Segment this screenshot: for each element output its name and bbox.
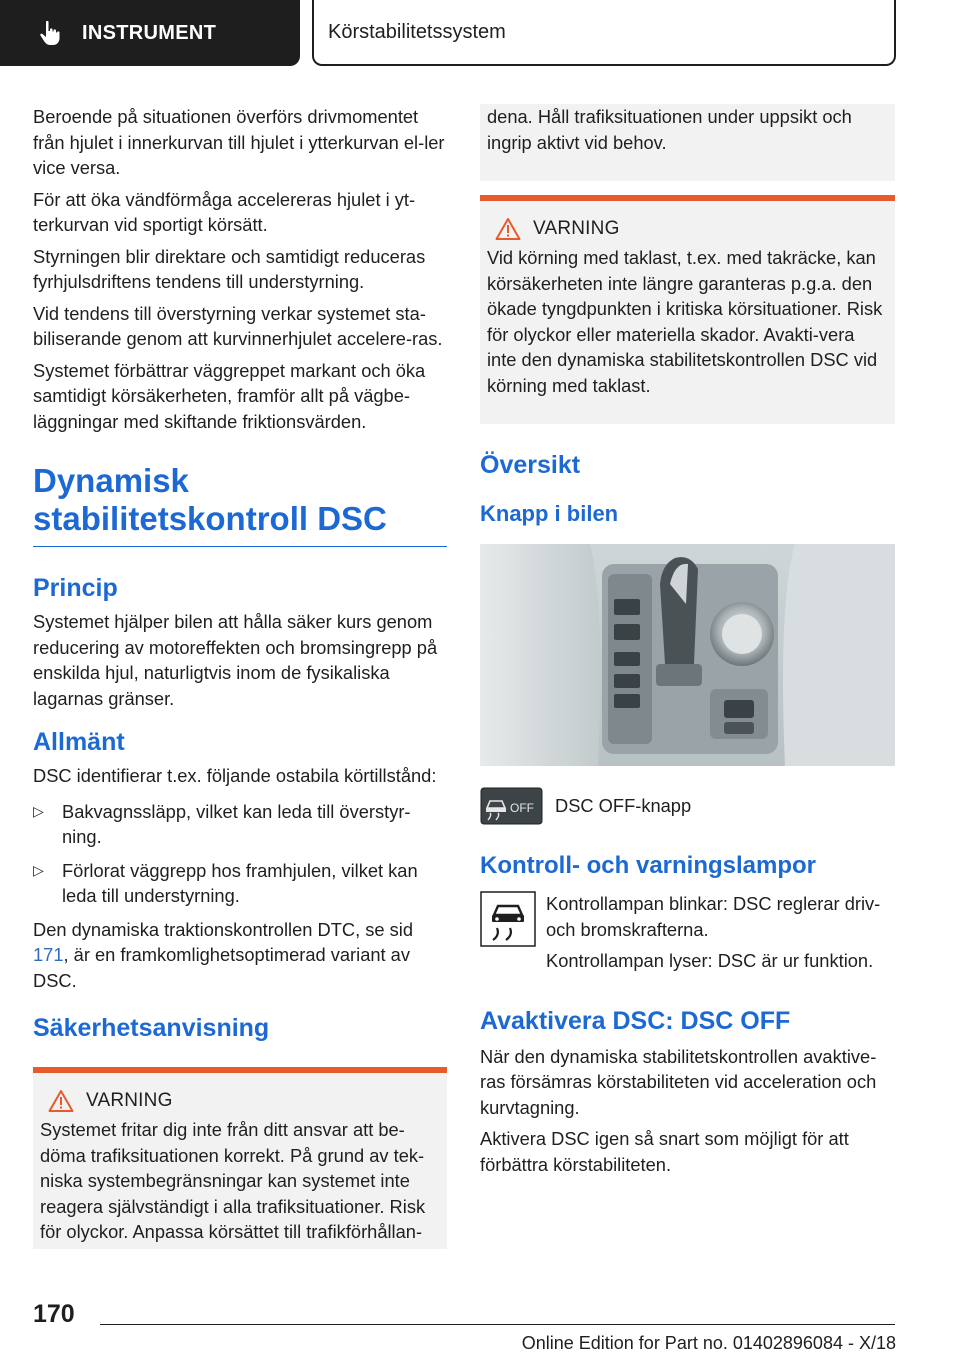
princip-heading: Princip [33,574,118,602]
page-number: 170 [33,1300,75,1328]
warning-continued-text: dena. Håll trafiksituationen under uppsikt och ingrip aktivt vid behov. [487,106,852,153]
page-header [0,0,960,66]
dtc-paragraph: Den dynamiska traktionskontrollen DTC, se sid 171, är en framkomlighetsoptimerad variant av DSC. [33,918,413,991]
warning-box-2 [480,195,895,424]
warning-box-1 [33,1067,447,1249]
main-heading: Dynamisk stabilitetskontroll DSC [33,462,447,547]
lamps-heading: Kontroll- och varningslampor [480,852,817,879]
dsc-indicator-lamp-icon [480,891,536,947]
princip-text: Systemet hjälper bilen att hålla säker kurs genom reducering av motoreffekten och bromsingrepp på enskilda hjul, naturligtvis inom de fysikaliska lagarnas gränser. [33,611,438,709]
warning-text: Systemet fritar dig inte från ditt ansvar att be-döma trafiksituationen korrekt. På grund av tek-niska systembegränsningar kan systemet inte reagera självständigt i alla trafiksituationer. Risk för olyckor. Anpassa körsättet till trafikförhållan- [40,1119,426,1242]
page-link-171[interactable]: 171 [33,944,64,965]
footer-divider [100,1324,895,1325]
list-item: ▷ Bakvagnssläpp, vilket kan leda till överstyr-ning. [33,800,411,847]
knapp-heading: Knapp i bilen [480,501,619,526]
deactivate-paragraph-2: Aktivera DSC igen så snart som möjligt för att förbättra körstabiliteten. [480,1128,849,1175]
condition-list [33,799,447,909]
allmant-heading: Allmänt [33,728,125,756]
button-caption-row [480,787,895,825]
intro-paragraph-5: Systemet förbättrar väggreppet markant och öka samtidigt körsäkerheten, framför allt på vägbe-läggningar med skiftande friktionsvärden. [33,359,426,432]
section-tab[interactable] [0,0,300,66]
center-console-photo [480,544,895,766]
dsc-off-button-icon [480,787,543,825]
oversikt-heading: Översikt [480,451,581,479]
triangle-bullet-icon: ▷ [33,861,44,878]
edition-note: Online Edition for Part no. 01402896084 - X/18 [521,1333,896,1353]
section-label: INSTRUMENT [82,21,217,44]
deactivate-heading: Avaktivera DSC: DSC OFF [480,1006,791,1035]
intro-paragraph-4: Vid tendens till överstyrning verkar systemet sta-biliserande genom att kurvinnerhjulet accelere-ras. [33,302,443,349]
lamp-description [546,891,895,980]
intro-paragraph-1: Beroende på situationen överförs drivmomentet från hjulet i innerkurvan till hjulet i ytterkurvan el-ler vice versa. [33,106,445,178]
warning-text: Vid körning med taklast, t.ex. med takräcke, kan körsäkerheten inte längre garanteras p.g.a. den ökade tyngdpunkten i kritiska körsituationer. Risk för olyckor eller materiella skador. Avakti-vera inte den dynamiska stabilitetskontrollen DSC vid körning med taklast. [487,247,883,396]
warning-header [40,1089,439,1113]
deactivate-paragraph-1: När den dynamiska stabilitetskontrollen avaktive-ras försämras körstabiliteten vid acceleration och kurvtagning. [480,1045,877,1118]
hand-pointer-icon [38,20,64,46]
lamp-text-steady: Kontrollampan lyser: DSC är ur funktion. [546,950,874,971]
warning-label: VARNING [533,218,620,239]
button-caption: DSC OFF-knapp [555,795,692,816]
lamp-row [480,891,895,980]
warning-triangle-icon [48,1089,74,1113]
lamp-text-blink: Kontrollampan blinkar: DSC reglerar driv- och bromskrafterna. [546,893,881,940]
warning-label: VARNING [86,1090,173,1111]
left-column [33,104,447,1249]
intro-paragraph-3: Styrningen blir direktare och samtidigt reduceras fyrhjulsdriftens tendens till understyrning. [33,245,426,292]
allmant-text: DSC identifierar t.ex. följande ostabila körtillstånd: [33,765,437,786]
warning-triangle-icon [495,217,521,241]
warning-box-1-continued [480,104,895,181]
page-footer [0,1290,960,1362]
list-item: ▷ Förlorat väggrepp hos framhjulen, vilket kan leda till understyrning. [33,859,418,906]
triangle-bullet-icon: ▷ [33,802,44,819]
svg-text:OFF: OFF [510,801,534,815]
right-column [480,104,895,1183]
intro-paragraph-2: För att öka vändförmåga accelereras hjulet i yt-terkurvan vid sportigt körsätt. [33,188,416,235]
safety-heading: Säkerhetsanvisning [33,1014,270,1042]
chapter-title-box [312,0,896,66]
warning-header [487,217,887,241]
chapter-title: Körstabilitetssystem [328,20,506,43]
